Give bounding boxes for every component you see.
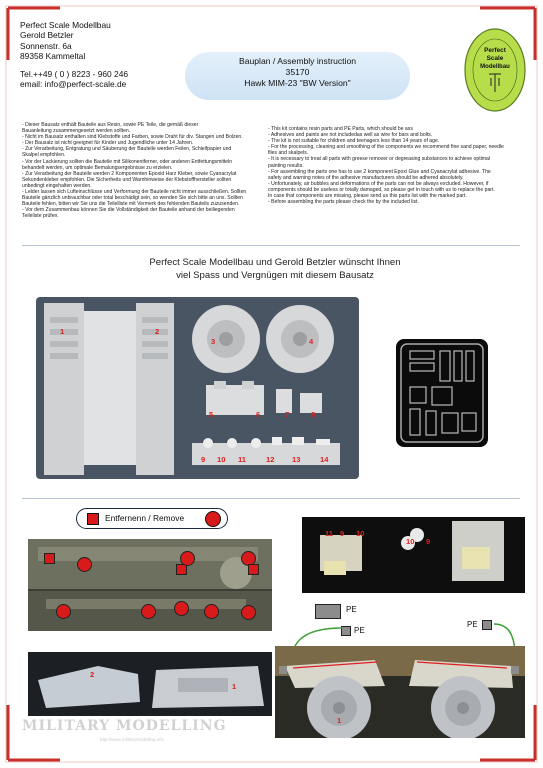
note-line: - This kit contains resin parts and PE Parts, which should be ass (268, 126, 413, 132)
part-label-7: 7 (285, 410, 290, 419)
greeting-line-2: viel Spass und Vergnügen mit diesem Bausatz (176, 269, 374, 281)
greeting-text (60, 257, 490, 282)
note-line: components should be useless or totally damaged, so please get in touch with us to replace the part. (268, 186, 495, 193)
watermark-logo: MILITARY MODELLING (22, 718, 227, 734)
note-line: Bauteile fehlen, bitten wir Sie uns die Teilelliste mit Vermerk des fehlenden Bauteils zuzusenden. (22, 201, 240, 208)
note-line: - Leider lassen sich Lufteinschlüsse und Verformung der Bauteile nicht immer ausschließen. Sollten (22, 189, 247, 196)
kit-name: Hawk MIM-23 "BW Version" (244, 78, 351, 88)
note-line: Bauteile gänzlich unbrauchbar oder total beschädigt sein, so wenden Sie sich bitte an uns. Sollten (22, 195, 243, 202)
remove-marker-circle (174, 601, 189, 616)
note-line: - Dieser Bausatz enthält Bauteile aus Resin, sowie PE Teile, die gemäß dieser (22, 122, 199, 128)
note-line: - It is necessary to treat all parts with greese remover or degreasing substances to achieve optimal (268, 156, 490, 163)
part-label-5: 5 (209, 410, 214, 419)
chassis-photo-upper (28, 539, 272, 631)
pe-label: PE (354, 626, 365, 635)
logo-line-3: Modellbau (480, 64, 510, 70)
part-label-13: 13 (292, 455, 301, 464)
step-label: 10 (406, 537, 415, 546)
step-label: 1 (232, 682, 237, 691)
part-label-6: 6 (256, 410, 261, 419)
step-label: 10 (356, 529, 365, 538)
note-line: behandelt werden, um optimale Bemalungsergebnisse zu erzielen. (22, 164, 173, 171)
note-line: - Der Bausatz ist nicht geeignet für Kinder und Jugendliche unter 14 Jahren. (22, 140, 194, 147)
city: 89358 Kammeltal (20, 50, 86, 61)
remove-marker-square (248, 564, 259, 575)
divider (22, 498, 520, 499)
pe-label: PE (467, 620, 478, 629)
note-line: Sekundenkleber empfohlen. Die Sicherheits und Warnhinweise der Klebstoffhersteller sollten (22, 176, 232, 183)
remove-marker-circle (180, 551, 195, 566)
note-line: - Zur Verarbeitung der Bauteile werden 2 Komponenten Epoxid Harz Kleber, sowie Cyanacrylat (22, 170, 237, 177)
remove-marker-square (44, 553, 55, 564)
remove-legend (76, 508, 228, 529)
assembly-illustration (302, 517, 525, 593)
note-line: - Nicht im Bausatz enthalten sind Klebstoffe und Farben, sowie Draht für div. Stangen und Bolzen. (22, 134, 243, 141)
part-label-2: 2 (155, 327, 160, 336)
wheels-photo (275, 646, 525, 738)
note-line: - For the processing, cleaning and smoothing of the components we recommend fine sand paper, needle (268, 144, 504, 151)
part-label-12: 12 (266, 455, 275, 464)
street: Sonnenstr. 6a (20, 40, 72, 51)
remove-marker-circle (77, 557, 92, 572)
brand-logo (463, 26, 527, 118)
email-address[interactable]: email: info@perfect-scale.de (20, 79, 127, 90)
company-name: Perfect Scale Modellbau (20, 20, 111, 30)
parts-illustration (36, 297, 359, 479)
logo-line-2: Scale (486, 55, 504, 62)
note-line: - Zur Verarbeitung, Entgratung und Säuberung der Bauteile werden Feilen, Schleifpapier und (22, 146, 232, 153)
address-block (20, 20, 128, 90)
part-label-14: 14 (320, 455, 329, 464)
contact-name: Gerold Betzler (20, 30, 74, 41)
watermark-url: http://www.militarymodelling.info (100, 737, 165, 742)
resin-parts-photo (28, 652, 272, 716)
remove-marker-circle (141, 604, 156, 619)
step-label: 2 (90, 670, 95, 679)
parts-photo (36, 297, 359, 479)
notes-german (22, 122, 254, 220)
kit-number: 35170 (285, 67, 310, 77)
remove-marker-circle (56, 604, 71, 619)
remove-marker-circle (241, 605, 256, 620)
pe-fret-photo (396, 339, 488, 447)
wheels-illustration (275, 646, 525, 738)
assembly-step-photo (302, 517, 525, 593)
title-box (185, 52, 410, 100)
logo-line-1: Perfect (484, 47, 506, 54)
note-line: - Before assembling the parts please check the by the included list. (268, 199, 419, 206)
note-line: - The kit is not suitable for children and teenagers less than 14 years of age. (268, 138, 440, 145)
note-line: - Vor dem Zusammenbau können Sie die Vollständigkeit der Bauteile anhand der beiliegenden (22, 207, 235, 214)
step-label: 1 (337, 716, 342, 725)
remove-marker-circle (204, 604, 219, 619)
phone-number: Tel.++49 ( 0 ) 8223 - 960 246 (20, 69, 129, 80)
note-line: Bauanleitung zusammengesetzt werden sollten. (22, 128, 131, 135)
step-label: 9 (340, 529, 345, 538)
note-line: painting results. (268, 162, 304, 169)
part-label-10: 10 (217, 455, 226, 464)
note-line: Teileliste prüfen. (22, 213, 59, 220)
step-label: 11 (325, 529, 334, 538)
note-line: - Vor der Lackierung sollten die Bauteile mit Silikonentferner, oder anderen Entfettungsmitteln (22, 158, 233, 165)
title-line: Bauplan / Assembly instruction (238, 56, 357, 66)
remove-legend-text: Entfernenn / Remove (105, 513, 185, 523)
note-line: files and skalpels. (268, 150, 309, 157)
note-line: Skalpel empfohlen. (22, 152, 66, 159)
part-label-1: 1 (60, 327, 65, 336)
note-line: safety and warning notes of the adhesive manufacturers should be adhered absolutely. (268, 174, 464, 181)
note-line: - Adhesives and paints are not includedas well as wire for bars and bolts. (268, 132, 433, 139)
part-label-3: 3 (211, 337, 216, 346)
part-label-4: 4 (309, 337, 314, 346)
note-line: - For assembling the parts one has to use 2 komponent Epoxi Glue and Cyanacrylat adhesive. The (268, 168, 491, 175)
part-label-9: 9 (201, 455, 206, 464)
note-line: unbedingt eingehalten werden. (22, 182, 92, 189)
part-label-11: 11 (238, 455, 247, 464)
greeting-line-1: Perfect Scale Modellbau und Gerold Betzler wünscht Ihnen (149, 257, 401, 268)
part-label-8: 8 (311, 410, 316, 419)
pe-label: PE (346, 605, 357, 614)
notes-english (268, 126, 520, 205)
step-label: 9 (426, 537, 431, 546)
remove-square-icon (87, 513, 99, 525)
divider (22, 245, 520, 246)
note-line: In case that components are missing, please send us this parts list with the marked part. (268, 193, 467, 200)
note-line: - Unfortunately, air bubbles and deformations of the parts can not be always excluded. However, if (268, 180, 489, 187)
remove-circle-icon (205, 511, 221, 527)
